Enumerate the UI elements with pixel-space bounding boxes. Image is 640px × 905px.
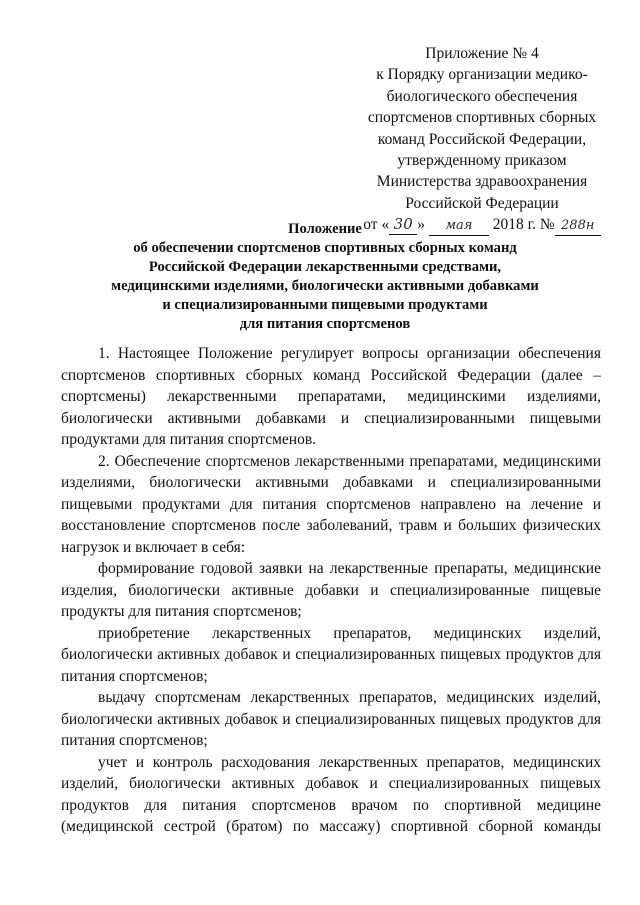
order-number-handwritten: 288н: [555, 218, 601, 236]
paragraph-4: приобретение лекарственных препаратов, медицинских изделий, биологически активных добавок и специализированных пищевых продуктов для питания спортсменов;: [61, 624, 601, 685]
paragraph-1: 1. Настоящее Положение регулирует вопросы организации обеспечения спортсменов спортивных сборных команд Российской Федерации (далее – спортсмены) лекарственными препаратами, медицинскими изделиями, биологически активными добавками и специализированными пищевыми продуктами для питания спортсменов.: [61, 345, 601, 448]
paragraph-3: формирование годовой заявки на лекарственные препараты, медицинские изделия, биологически активные добавки и специализированные пищевые продукты для питания спортсменов;: [61, 560, 601, 620]
title-line-3: Российской Федерации лекарственными средствами,: [148, 259, 502, 275]
paragraph-5: выдачу спортсменам лекарственных препаратов, медицинских изделий, биологически активных добавок и специализированных пищевых продуктов для питания спортсменов;: [61, 689, 601, 749]
order-year: 2018 г. №: [492, 216, 555, 234]
appendix-line-2: к Порядку организации медико-: [376, 66, 588, 84]
order-mid: »: [417, 216, 425, 234]
appendix-number: Приложение № 4: [425, 45, 539, 62]
document-body: [61, 343, 601, 838]
appendix-line-7: Министерства здравоохранения: [376, 173, 588, 191]
order-day-handwritten: 30: [389, 217, 417, 235]
appendix-line-3: биологического обеспечения: [386, 87, 578, 105]
appendix-line-8: Российской Федерации: [405, 194, 559, 212]
title-line-1: Положение: [288, 221, 362, 237]
appendix-header: [352, 43, 612, 236]
title-line-5: и специализированными пищевыми продуктами: [162, 297, 488, 313]
document-title: [60, 220, 590, 334]
title-line-6: для питания спортсменов: [239, 316, 411, 332]
appendix-line-5: команд Российской Федерации,: [377, 130, 587, 148]
paragraph-2: 2. Обеспечение спортсменов лекарственными препаратами, медицинскими изделиями, биологически активными добавками и специализированными пищевыми продуктами для питания спортсменов направлено на лечение и восстановление спортсменов после заболеваний, травм и больших физических нагрузок и включает в себя:: [61, 452, 601, 556]
title-line-4: медицинскими изделиями, биологически активными добавками: [111, 278, 539, 294]
order-prefix: от «: [363, 216, 390, 234]
appendix-line-4: спортсменов спортивных сборных: [367, 109, 597, 127]
appendix-line-6: утвержденному приказом: [397, 152, 567, 170]
paragraph-6: учет и контроль расходования лекарственных препаратов, медицинских изделий, биологически активных добавок и специализированных пищевых продуктов для питания спортсменов врачом по спортивной медицине (медицинской сестрой (братом) по массажу) спортивной сборной команды: [61, 753, 601, 835]
order-month-handwritten: мая: [429, 218, 489, 236]
title-line-2: об обеспечении спортсменов спортивных сборных команд: [133, 240, 517, 256]
